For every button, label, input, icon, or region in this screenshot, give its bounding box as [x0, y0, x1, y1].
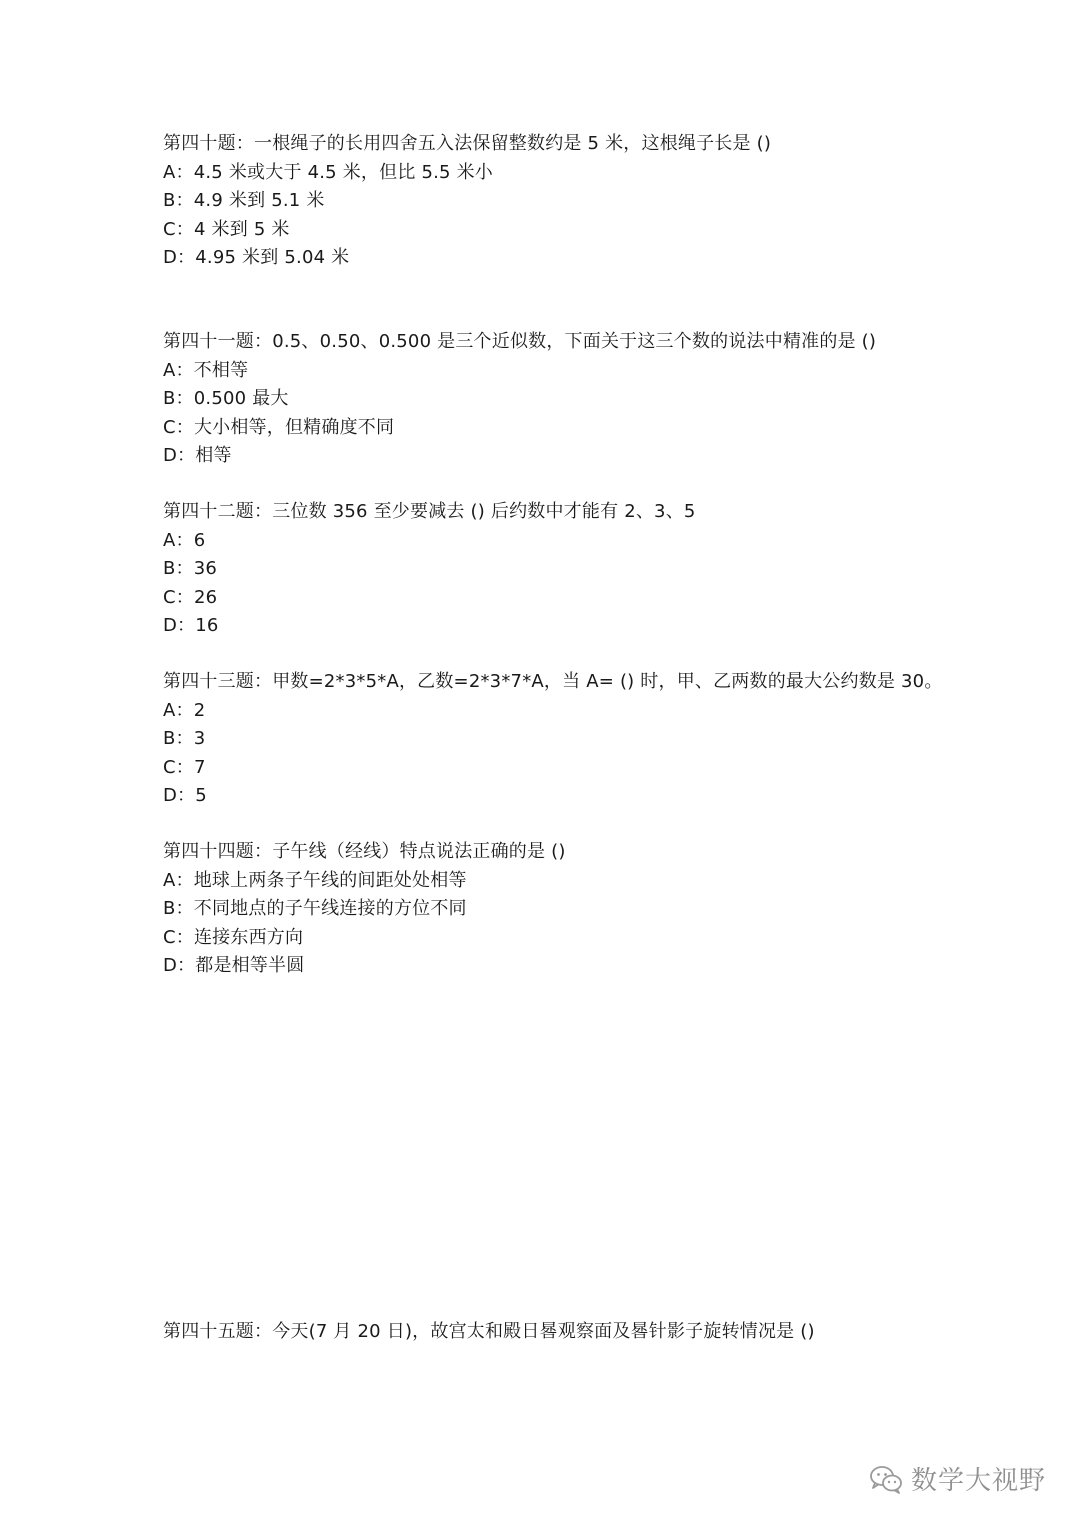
- watermark-text: 数学大视野: [910, 1466, 1046, 1496]
- question-44: [163, 838, 1043, 981]
- option-d: D：相等: [163, 445, 232, 466]
- option-d: D：5: [163, 785, 207, 806]
- option-a: A：6: [163, 529, 206, 551]
- option-a: A：地球上两条子午线的间距处处相等: [163, 869, 467, 891]
- option-c: C：连接东西方向: [163, 926, 304, 948]
- question-42: [163, 498, 1043, 641]
- option-d: D：都是相等半圆: [163, 955, 305, 976]
- option-b: B：36: [163, 558, 218, 579]
- option-d: D：16: [163, 615, 219, 636]
- question-40: [163, 130, 1043, 273]
- option-c: C：7: [163, 756, 206, 778]
- option-a: A：4.5 米或大于 4.5 米，但比 5.5 米小: [163, 161, 493, 183]
- option-b: B：4.9 米到 5.1 米: [163, 190, 325, 211]
- question-45: [163, 1318, 1043, 1347]
- question-stem: 第四十四题：子午线（经线）特点说法正确的是 (): [163, 841, 566, 862]
- watermark: [869, 1460, 1046, 1497]
- option-c: C：26: [163, 586, 218, 608]
- option-c: C：4 米到 5 米: [163, 218, 290, 240]
- question-41: [163, 328, 1043, 471]
- question-stem: 第四十五题：今天(7 月 20 日)，故宫太和殿日晷观察面及晷针影子旋转情况是 (): [163, 1321, 815, 1342]
- question-stem: 第四十三题：甲数=2*3*5*A，乙数=2*3*7*A，当 A= () 时，甲、乙两数的最大公约数是 30。: [163, 671, 943, 692]
- option-d: D：4.95 米到 5.04 米: [163, 247, 350, 268]
- option-b: B：不同地点的子午线连接的方位不同: [163, 898, 467, 919]
- question-stem: 第四十题：一根绳子的长用四舍五入法保留整数约是 5 米，这根绳子长是 (): [163, 133, 772, 154]
- option-a: A：2: [163, 699, 206, 721]
- option-b: B：0.500 最大: [163, 388, 289, 409]
- option-c: C：大小相等，但精确度不同: [163, 416, 395, 438]
- question-stem: 第四十一题：0.5、0.50、0.500 是三个近似数，下面关于这三个数的说法中精准的是 (): [163, 331, 877, 352]
- option-b: B：3: [163, 728, 206, 749]
- wechat-icon: [869, 1464, 903, 1494]
- option-a: A：不相等: [163, 359, 249, 381]
- question-43: [163, 668, 1043, 811]
- question-stem: 第四十二题：三位数 356 至少要减去 () 后约数中才能有 2、3、5: [163, 501, 696, 522]
